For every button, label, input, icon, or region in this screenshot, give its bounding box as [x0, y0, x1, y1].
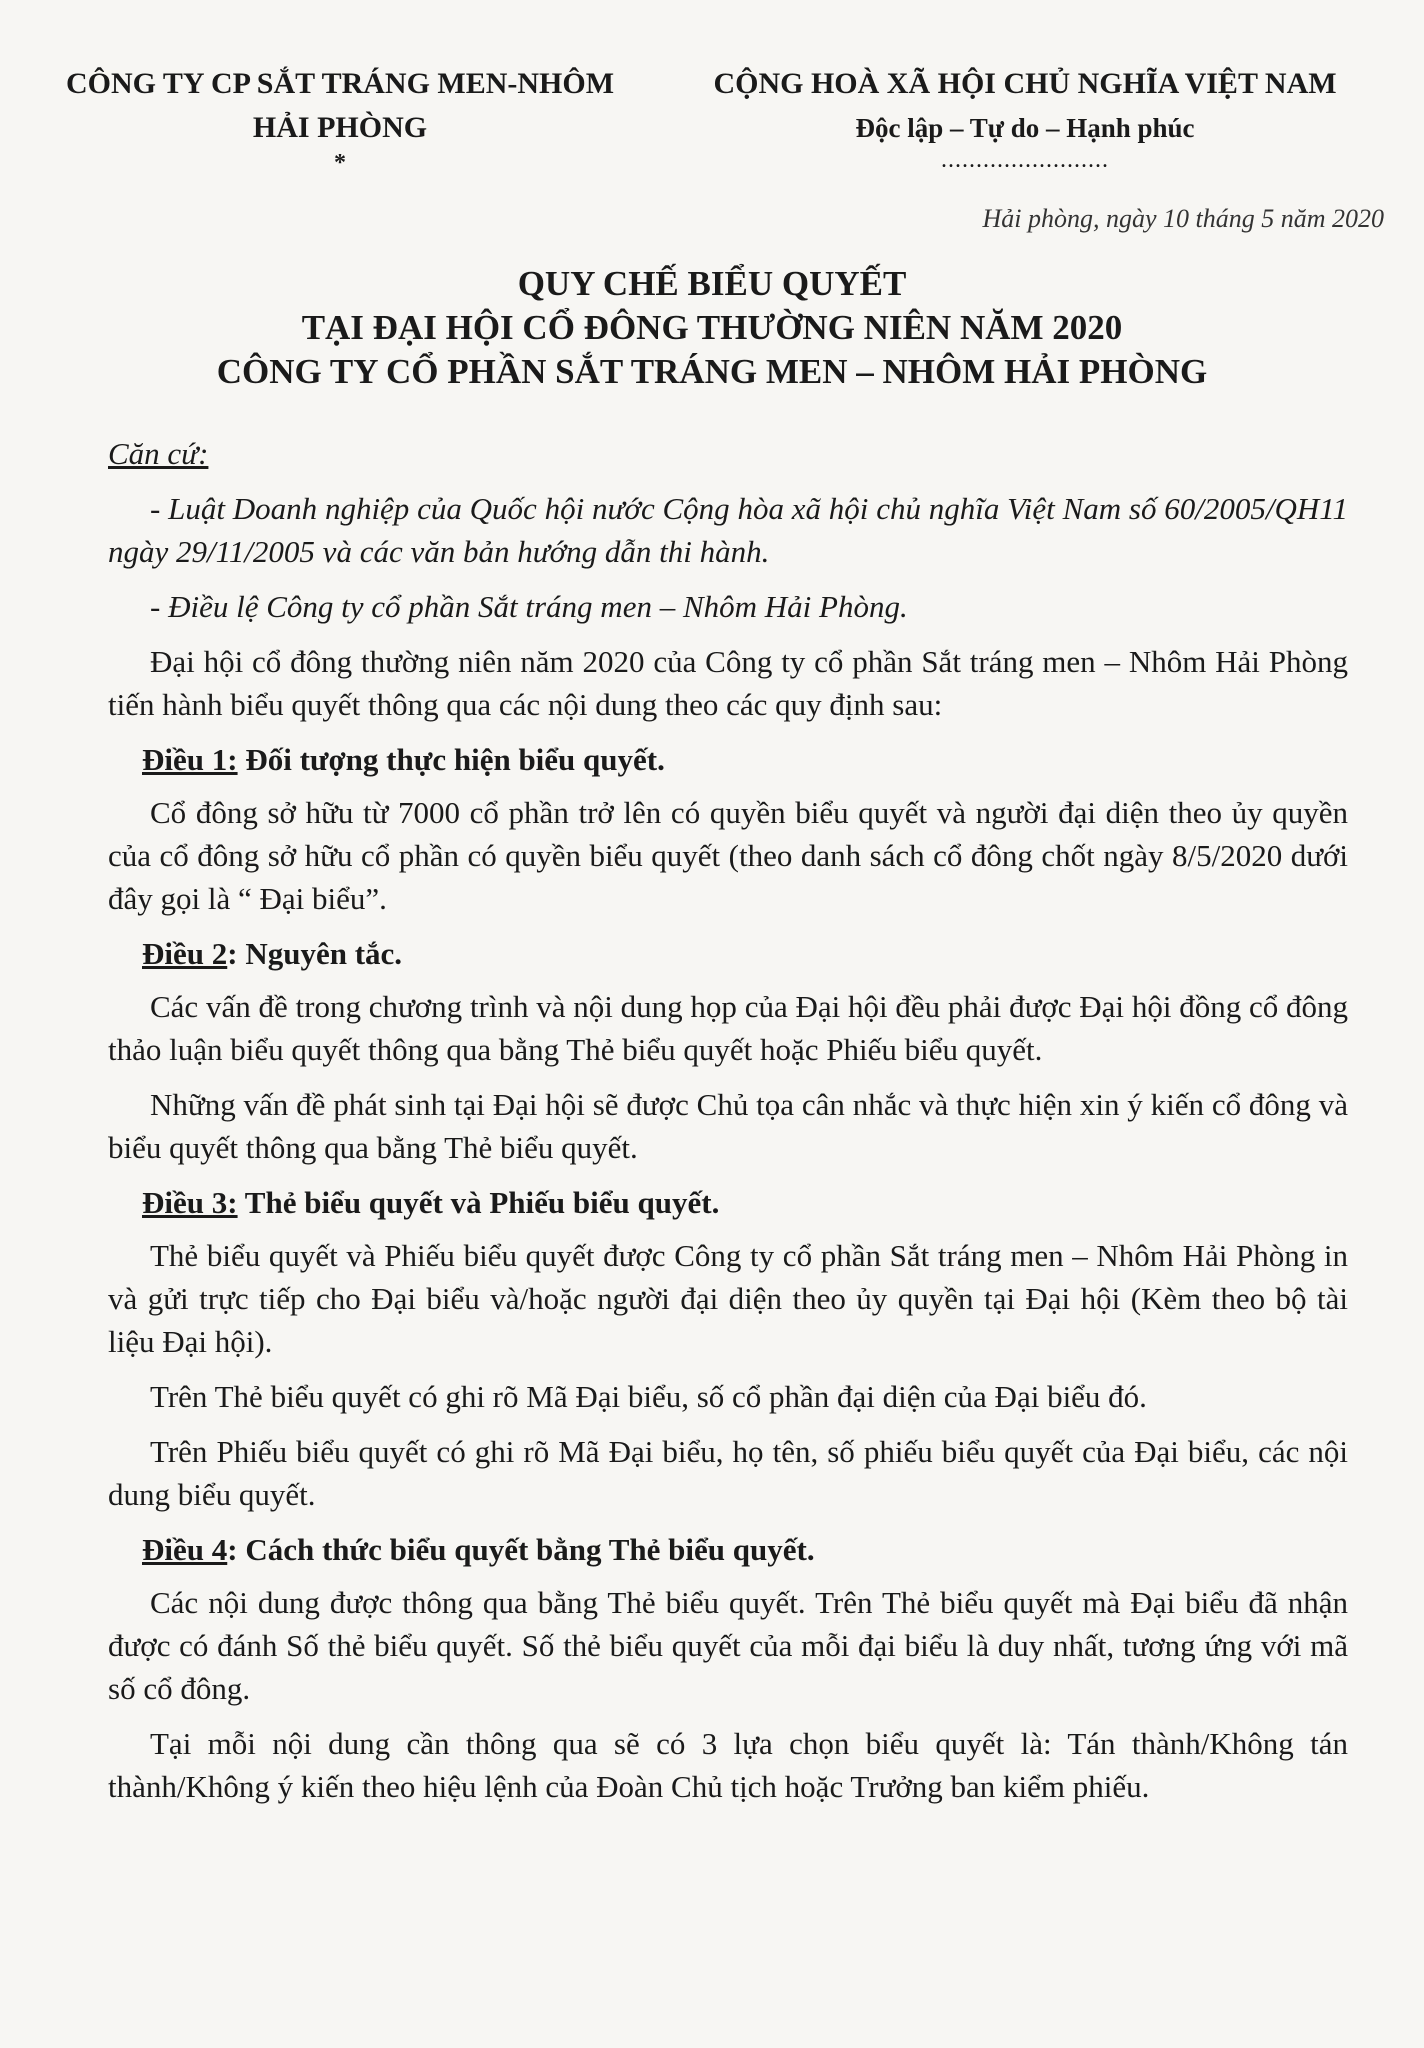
basis-label: Căn cứ: [108, 436, 209, 471]
title-line1: QUY CHẾ BIỂU QUYẾT [517, 264, 907, 303]
article-2-title: : Nguyên tắc. [227, 936, 403, 971]
company-header [40, 62, 640, 176]
motto-underline-dots: ........................ [941, 147, 1109, 173]
article-2-label: Điều 2 [142, 936, 228, 971]
article-3-paragraph-2: Trên Thẻ biểu quyết có ghi rõ Mã Đại biểu, số cổ phần đại diện của Đại biểu đó. [150, 1379, 1147, 1414]
nation-header [670, 62, 1380, 173]
article-1-label: Điều 1: [142, 742, 238, 777]
title-line3: CÔNG TY CỔ PHẦN SẮT TRÁNG MEN – NHÔM HẢI PHÒNG [216, 352, 1208, 391]
basis-item-1: - Luật Doanh nghiệp của Quốc hội nước Cộng hòa xã hội chủ nghĩa Việt Nam số 60/2005/QH11 ngày 29/11/2005 và các văn bản hướng dẫn thi hành. [108, 491, 1348, 569]
document-title [40, 262, 1384, 394]
company-name-line1: CÔNG TY CP SẮT TRÁNG MEN-NHÔM [65, 67, 615, 100]
title-line2: TẠI ĐẠI HỘI CỔ ĐÔNG THƯỜNG NIÊN NĂM 2020 [301, 308, 1123, 347]
article-3-paragraph-1: Thẻ biểu quyết và Phiếu biểu quyết được Công ty cổ phần Sắt tráng men – Nhôm Hải Phòng in và gửi trực tiếp cho Đại biểu và/hoặc người đại diện theo ủy quyền tại Đại hội (Kèm theo bộ tài liệu Đại hội). [108, 1238, 1348, 1359]
article-1-title: Đối tượng thực hiện biểu quyết. [245, 742, 665, 777]
document-date: Hải phòng, ngày 10 tháng 5 năm 2020 [982, 204, 1384, 233]
motto: Độc lập – Tự do – Hạnh phúc [855, 113, 1195, 143]
article-2-paragraph-1: Các vấn đề trong chương trình và nội dung họp của Đại hội đều phải được Đại hội đồng cổ đông thảo luận biểu quyết thông qua bằng Thẻ biểu quyết hoặc Phiếu biểu quyết. [108, 989, 1348, 1067]
intro-paragraph: Đại hội cổ đông thường niên năm 2020 của Công ty cổ phần Sắt tráng men – Nhôm Hải Phòng tiến hành biểu quyết thông qua các nội dung theo các quy định sau: [108, 644, 1348, 722]
company-mark: * [334, 150, 346, 176]
nation-name: CỘNG HOÀ XÃ HỘI CHỦ NGHĨA VIỆT NAM [713, 67, 1337, 100]
article-3-heading [108, 1181, 1348, 1224]
article-1-heading [108, 738, 1348, 781]
article-2-paragraph-2: Những vấn đề phát sinh tại Đại hội sẽ được Chủ tọa cân nhắc và thực hiện xin ý kiến cổ đông và biểu quyết thông qua bằng Thẻ biểu quyết. [108, 1087, 1348, 1165]
company-name-line2: HẢI PHÒNG [252, 111, 428, 144]
basis-item-2: - Điều lệ Công ty cổ phần Sắt tráng men – Nhôm Hải Phòng. [150, 589, 908, 624]
article-4-heading [108, 1528, 1348, 1571]
document-body [108, 432, 1348, 1820]
article-4-label: Điều 4 [142, 1532, 228, 1567]
article-1-paragraph-1: Cổ đông sở hữu từ 7000 cổ phần trở lên có quyền biểu quyết và người đại diện theo ủy quyền của cổ đông sở hữu cổ phần có quyền biểu quyết (theo danh sách cổ đông chốt ngày 8/5/2020 dưới đây gọi là “ Đại biểu”. [108, 795, 1348, 916]
article-3-paragraph-3: Trên Phiếu biểu quyết có ghi rõ Mã Đại biểu, họ tên, số phiếu biểu quyết của Đại biểu, các nội dung biểu quyết. [108, 1434, 1348, 1512]
article-2-heading [108, 932, 1348, 975]
article-3-title: Thẻ biểu quyết và Phiếu biểu quyết. [244, 1185, 720, 1220]
article-4-title: : Cách thức biểu quyết bằng Thẻ biểu quyết. [227, 1532, 815, 1567]
article-3-label: Điều 3: [142, 1185, 238, 1220]
article-4-paragraph-2: Tại mỗi nội dung cần thông qua sẽ có 3 lựa chọn biểu quyết là: Tán thành/Không tán thành/Không ý kiến theo hiệu lệnh của Đoàn Chủ tịch hoặc Trưởng ban kiểm phiếu. [108, 1726, 1348, 1804]
article-4-paragraph-1: Các nội dung được thông qua bằng Thẻ biểu quyết. Trên Thẻ biểu quyết mà Đại biểu đã nhận được có đánh Số thẻ biểu quyết. Số thẻ biểu quyết của mỗi đại biểu là duy nhất, tương ứng với mã số cổ đông. [108, 1585, 1348, 1706]
